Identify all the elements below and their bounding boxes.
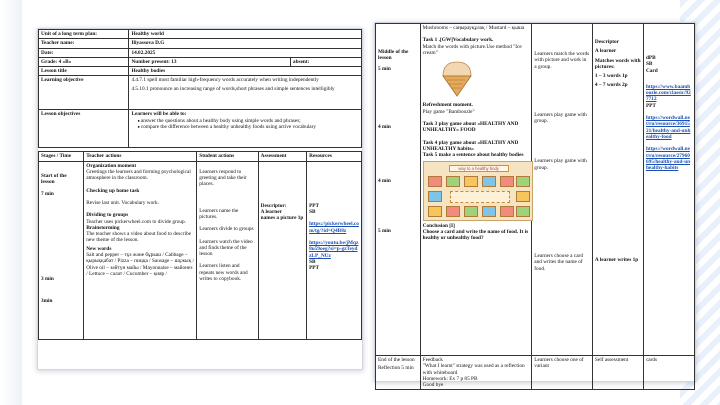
task3-text: Task 3 play game about «HEALTHY AND UNHEALTHY» FOOD (422, 121, 519, 134)
resource-card: Card (645, 67, 658, 74)
stage-time-5min-b: 5 min (378, 228, 391, 235)
board-tile (482, 176, 496, 187)
goodbye-text: Good bye (422, 382, 444, 389)
teacher-actions-cell (84, 161, 197, 339)
board-tile (500, 176, 514, 187)
youtube-link[interactable]: https://youtu.be/jMqz8u59oeg?si=p-gzTeydzLP_NUz (309, 239, 359, 259)
dividing-text: Teacher uses pickerwheel.com to divide group. (86, 218, 187, 225)
homework-title: Checking up home task (86, 187, 140, 194)
baamboozle-link[interactable]: https://www.baamboozle.com/classic/927712 (645, 83, 691, 103)
lesson-objectives-label: Lesson objectives (39, 110, 129, 148)
column-header-assessment: Assessment (258, 152, 306, 161)
org-moment-title: Organization moment (86, 162, 137, 169)
date-label: Date: (39, 48, 129, 57)
end-stage: End of the lesson (378, 357, 415, 363)
stage-time-4min-b: 4 min (378, 178, 391, 185)
assessment-cell-2 (592, 24, 643, 356)
task3-student: Learners play game with group. (534, 158, 587, 171)
end-teacher-cell (420, 356, 532, 390)
resource-ppt-2: PPT (309, 265, 320, 272)
board-tile (516, 176, 530, 187)
lesson-title-label: Lesson title (39, 67, 129, 76)
resources-cell (307, 161, 362, 339)
end-stage-cell (376, 356, 421, 390)
board-tile (516, 191, 530, 202)
student-actions-cell-2 (532, 24, 593, 356)
teacher-actions-cell-2 (420, 24, 532, 356)
board-tile (446, 206, 460, 217)
task4-text: Task 4 play game about «HEALTHY AND UNHEALTHY habits» (422, 139, 519, 152)
assessment-cell (258, 161, 306, 339)
board-tile (464, 176, 478, 187)
task5-text: Task 5 make a sentence about healthy bodies (422, 152, 524, 159)
brainstorming-student: Learners watch the video and finds theme of the lesson (199, 238, 253, 258)
wordwall-link-food[interactable]: https://wordwall.net/ru/resource/3691521/healthy-and-unhealthy-food (645, 115, 691, 140)
present-label: Number present: 13 (129, 57, 290, 66)
lesson-plan-page-1 (37, 28, 363, 370)
stage-time-3min: 3 min (41, 275, 54, 282)
brainstorming-title: Brainstorming (86, 224, 120, 231)
stage-start-time: 7 min (41, 191, 54, 198)
unit-label: Unit of a long term plan: (39, 30, 129, 39)
conclusion-title: Conclusion [I] (422, 222, 455, 229)
conclusion-assessment: A learner writes 1p (594, 256, 639, 263)
stage-time-3min-b: 3min (41, 297, 53, 304)
grade-label: Grade: 4 «B» (39, 57, 129, 66)
end-time: Reflection 5 min (378, 365, 414, 372)
background-left (0, 0, 22, 405)
learning-objective-2: 4.5.10.1 pronounce an increasing range of words,short phrases and simple sentences intelligibly (131, 85, 335, 92)
task1-title: Task 1 .[GW]Vocabulary work. (422, 37, 494, 44)
org-moment-student: Learners respond to greeting and take their places. (199, 168, 247, 188)
refreshment-student: Learners play game with group. (534, 111, 587, 125)
board-tile (446, 176, 460, 187)
lesson-objective-item: ● compare the difference between a healthy unhealthy foods using active vocabulary (137, 124, 359, 130)
homework-text: Revise last unit. Vocabulary work. (86, 199, 159, 206)
resource-sb: SB (309, 209, 316, 216)
lesson-plan-page-2 (374, 22, 696, 389)
lesson-objectives-list (137, 118, 359, 131)
feedback-text: "What I learnt" strategy was used as a reflection with whiteboard (422, 363, 525, 376)
stage-start: Start of the lesson (41, 172, 67, 186)
brainstorming-text: The teacher shows a video about food to describe new theme of the lesson. (86, 231, 191, 244)
learning-objective-value (129, 76, 362, 110)
new-words-student: Learners listen and repeats new words and writes to copybook. (199, 263, 248, 283)
lesson-objectives-intro: Learners will be able to: (131, 111, 187, 118)
end-assessment-cell: Self assessment (592, 356, 643, 390)
board-game-title: way to a healthy body (449, 165, 509, 172)
homework-student: Learners name the pictures. (199, 207, 239, 220)
lesson-objectives-value (129, 110, 362, 148)
board-tile (482, 206, 496, 217)
stage-time-5min: 5 min (378, 65, 391, 72)
task1-text: Match the words with picture.Use method "Ice cream" (422, 43, 522, 56)
stage-cell-2 (376, 24, 421, 356)
learning-objective-label: Learning objective (39, 76, 129, 110)
wordwall-link-habits[interactable]: https://wordwall.net/ru/resource/27960695/healthy-and-unhealthy-habits (645, 146, 691, 172)
descriptor-title: Descriptor (594, 39, 620, 45)
top-words: Mushrooms – саңырауқұлақ / Mustard – қыша (422, 25, 525, 31)
dividing-student: Learners divide to groups (199, 226, 254, 233)
resources-cell-2 (643, 24, 694, 356)
board-tile (428, 176, 442, 187)
student-actions-cell (197, 161, 258, 339)
header-table (38, 29, 362, 148)
absent-label: absent: (290, 57, 361, 66)
pickerwheel-link[interactable]: https://pickerwheel.com/tg/?id=Q4B8z (309, 221, 359, 234)
feedback-title: Feedback (422, 357, 443, 363)
new-words-title: New words (86, 245, 112, 252)
descriptor-matches: Matches words with pictures: (594, 57, 641, 70)
refreshment-text: Play game "Bamboozle" (422, 108, 475, 115)
end-resources-cell: cards (643, 356, 694, 390)
assessment-descriptor: Descriptor: (260, 202, 287, 209)
descriptor-score-1: 1 – 3 words 1p (594, 73, 628, 80)
board-tile (516, 206, 530, 217)
new-words-text: Salt and pepper – тұз және бұрыш / Cabbage – қырыққабат / Pizza – пицца / Sausage – шұжық / Olive oil – зәйтүн майы / Mayonnaise – майонез / Lettuce – салат / Cucumber – қияр / (86, 252, 194, 277)
board-tile (500, 206, 514, 217)
resource-dpb: dPB (645, 55, 656, 61)
date-value: 14.02.2025 (129, 48, 362, 57)
resource-ppt: PPT (309, 202, 320, 209)
resource-sb: SB (645, 61, 653, 68)
column-header-resources: Resources (307, 152, 362, 161)
column-header-teacher: Teacher actions (84, 152, 197, 161)
board-game-image (423, 161, 533, 221)
lesson-title-value: Healthy bodies (129, 67, 362, 76)
resource-ppt: PPT (645, 102, 656, 109)
stages-table (38, 151, 362, 339)
stage-cell (39, 161, 84, 339)
board-tile (464, 206, 478, 217)
end-student-cell: Learners choose one of variant (532, 356, 593, 390)
assessment-learner: A learner (260, 209, 282, 216)
dividing-title: Dividing to groups (86, 212, 129, 219)
lesson-objective-item: ● answer the questions about a healthy body using simple words and phrases; (137, 118, 359, 124)
resource-sb-2: SB (309, 258, 316, 265)
homework-text: Homework: Ex 7 p 85 PB (422, 375, 478, 382)
descriptor-learner: A learner (594, 48, 617, 55)
board-tile (428, 191, 442, 202)
learning-objective-1: 4.4.7.1 spell most familiar high-frequency words accurately when writing independently (131, 77, 319, 84)
column-header-student: Student actions (197, 152, 258, 161)
task1-student: Learners match the words with picture and work in a group. (534, 51, 590, 70)
stage-middle: Middle of the lesson (378, 49, 409, 62)
board-tile (428, 206, 442, 217)
teacher-label: Teacher name: (39, 39, 129, 48)
unit-value: Healthy world (129, 30, 362, 39)
stage-time-4min: 4 min (378, 123, 391, 130)
teacher-value: Iliyassova D.G (129, 39, 362, 48)
conclusion-student: Learners choose a card and writes the name of food. (534, 253, 583, 272)
org-moment-text: Greetings the learners and forming psychological atmosphere in the classroom. (86, 169, 191, 182)
column-header-stages: Stages / Time (39, 152, 84, 161)
ice-cream-image (437, 58, 477, 98)
descriptor-score-2: 4 – 7 words 2p (594, 82, 628, 89)
stages-table-continued (375, 23, 695, 390)
assessment-names: names a picture 1p (260, 215, 304, 222)
conclusion-text: Choose a card and write the name of food. It is healthy or unhealthy food? (422, 228, 529, 242)
refreshment-title: Refreshment moment. (422, 102, 473, 109)
board-center (450, 191, 510, 203)
